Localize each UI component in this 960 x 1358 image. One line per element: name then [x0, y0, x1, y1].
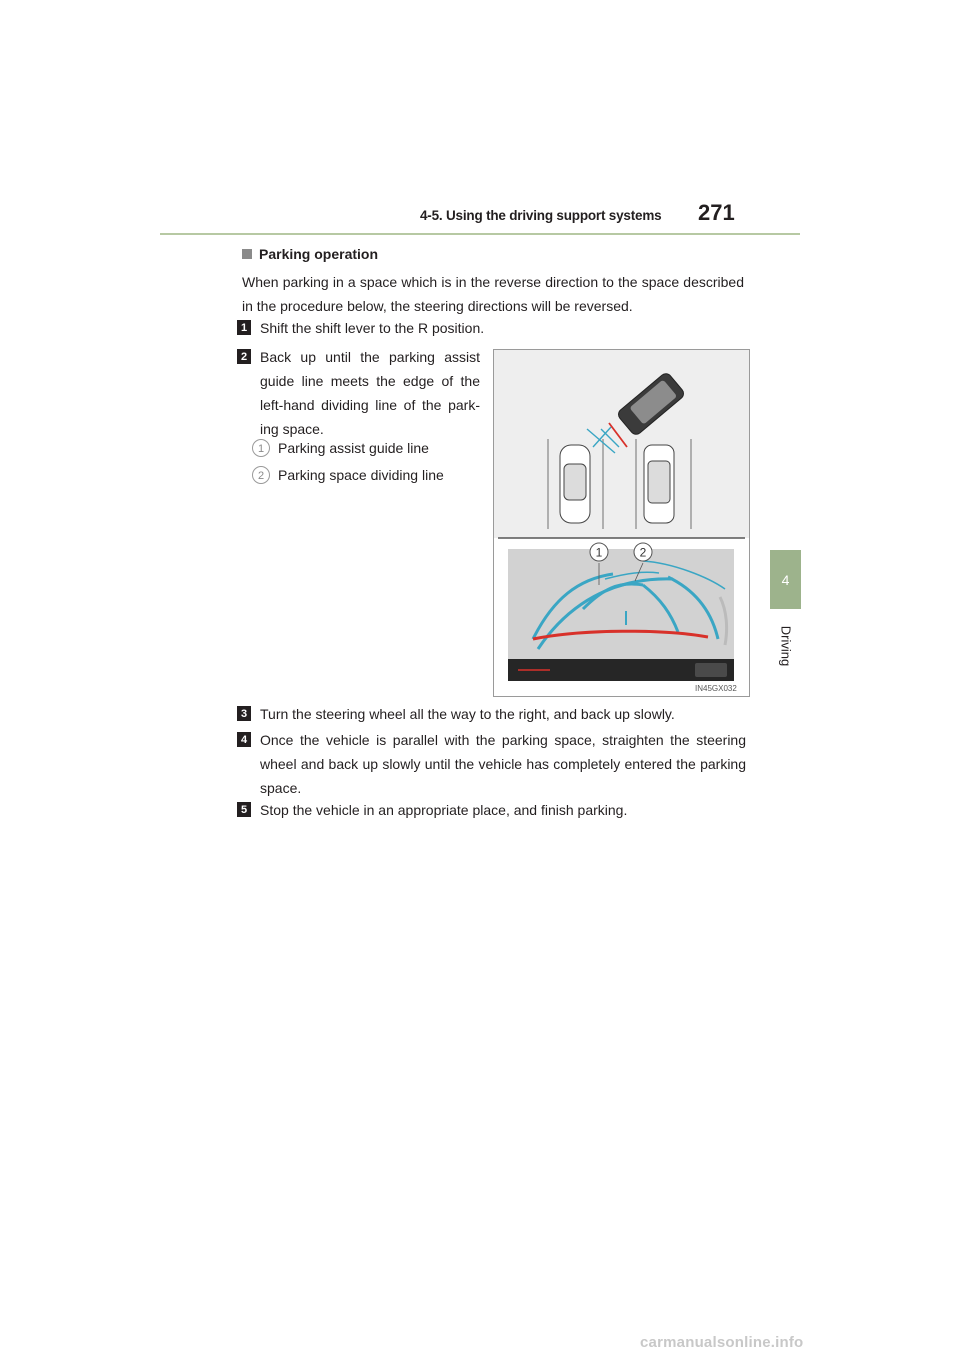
step-text-4: Once the vehicle is parallel with the parking space, straighten the steering wheel and back up slowly until the vehicle has completely entered the parking space.	[260, 732, 746, 796]
section-heading	[242, 246, 378, 262]
step-number-5: 5	[237, 802, 251, 817]
legend-number-1: 1	[252, 439, 270, 457]
callout-2: 2	[639, 545, 647, 560]
running-header-title: 4-5. Using the driving support systems	[420, 208, 662, 223]
parked-sedan	[560, 445, 590, 523]
chapter-label: Driving	[778, 625, 794, 667]
section-heading-text: Parking operation	[259, 246, 379, 262]
illustration-code: IN45GX032	[695, 684, 737, 693]
legend-label-1: Parking assist guide line	[278, 440, 429, 456]
step-number-2: 2	[237, 349, 251, 364]
step-text-2: Back up until the parking assist guide line meets the edge of the left-hand dividing line of the park-ing space.	[260, 349, 480, 437]
parking-illustration-svg	[493, 349, 750, 697]
step-text-5: Stop the vehicle in an appropriate place, and finish parking.	[260, 802, 628, 818]
callout-1: 1	[595, 545, 603, 560]
square-bullet-icon	[242, 249, 252, 259]
parking-illustration	[493, 349, 750, 697]
legend-item-guide-line	[252, 439, 429, 457]
legend-item-dividing-line	[252, 466, 444, 484]
intro-paragraph: When parking in a space which is in the reverse direction to the space described in the procedure below, the steering directions will be reversed.	[242, 274, 744, 314]
parked-suv	[644, 445, 674, 523]
page-number: 271	[698, 200, 735, 225]
watermark: carmanualsonline.info	[640, 1334, 804, 1351]
step-text-3: Turn the steering wheel all the way to the right, and back up slowly.	[260, 706, 675, 722]
legend-label-2: Parking space dividing line	[278, 467, 444, 483]
step-text-1: Shift the shift lever to the R position.	[260, 320, 485, 336]
chapter-tab[interactable]: 4	[770, 550, 801, 609]
legend-number-2: 2	[252, 466, 270, 484]
step-number-3: 3	[237, 706, 251, 721]
header-rule	[160, 233, 800, 235]
step-number-4: 4	[237, 732, 251, 747]
step-number-1: 1	[237, 320, 251, 335]
